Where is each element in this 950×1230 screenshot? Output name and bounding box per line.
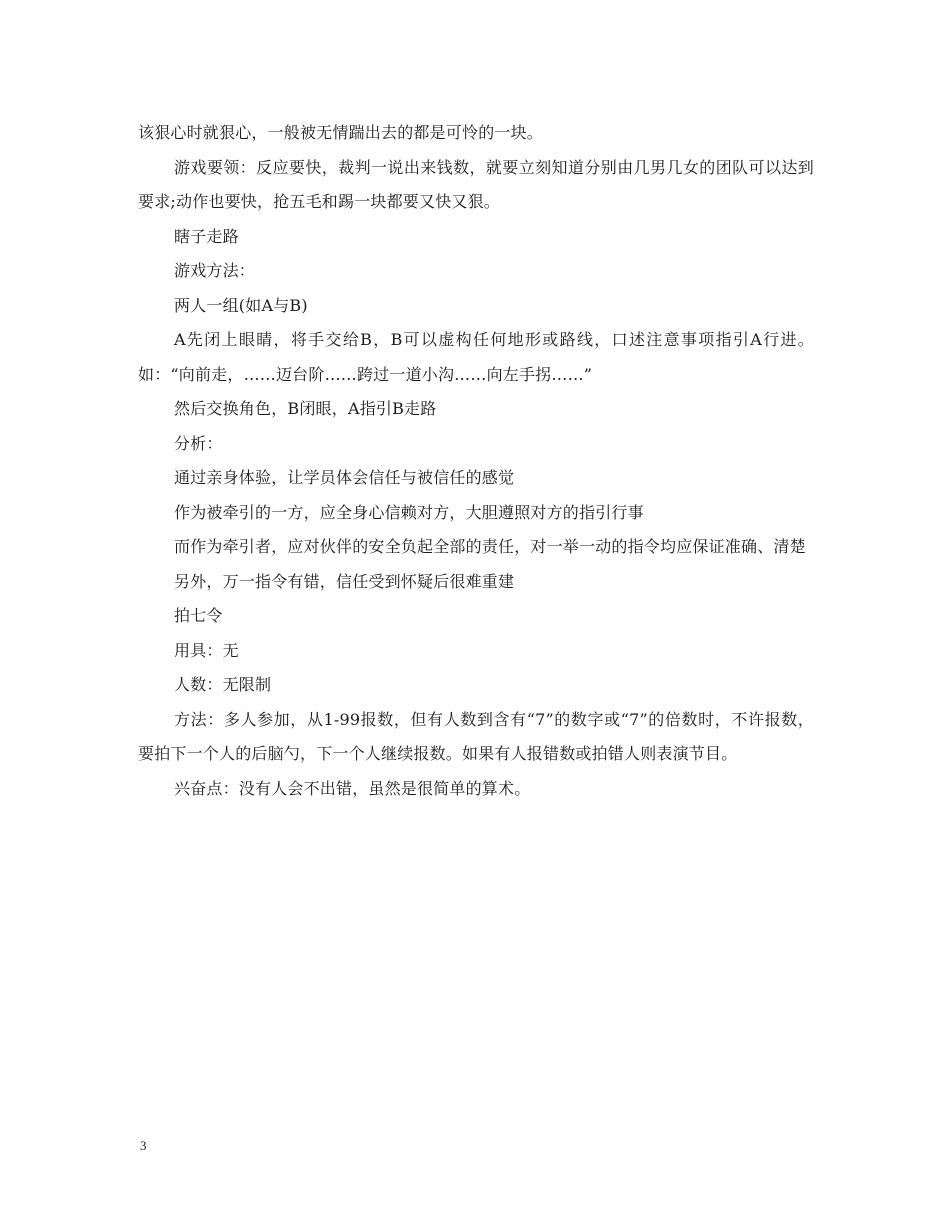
paragraph: 用具：无: [174, 640, 239, 660]
paragraph: 两人一组(如A与B): [174, 295, 308, 315]
paragraph: 另外，万一指令有错，信任受到怀疑后很难重建: [174, 571, 515, 591]
paragraph: 通过亲身体验，让学员体会信任与被信任的感觉: [174, 468, 515, 487]
paragraph: 而作为牵引者，应对伙伴的安全负起全部的责任，对一举一动的指令均应保证准确、清楚: [174, 537, 806, 556]
section-heading: 拍七令: [174, 606, 223, 625]
paragraph: 分析：: [174, 433, 223, 453]
page-number: 3: [140, 1138, 147, 1153]
paragraph: 人数：无限制: [174, 675, 272, 694]
section-heading: 瞎子走路: [174, 226, 239, 246]
paragraph: A先闭上眼睛，将手交给B，B可以虚构任何地形或路线，口述注意事项指引A行进。如：“向前走，……迈台阶……跨过一道小沟……向左手拐……”: [138, 330, 814, 384]
paragraph: 兴奋点：没有人会不出错，虽然是很简单的算术。: [174, 778, 531, 798]
paragraph: 然后交换角色，B闭眼，A指引B走路: [174, 399, 437, 418]
paragraph: 方法：多人参加，从1-99报数，但有人数到含有“7”的数字或“7”的倍数时，不许报数，要拍下一个人的后脑勺，下一个人继续报数。如果有人报错数或拍错人则表演节目。: [138, 709, 814, 763]
paragraph: 游戏方法：: [174, 261, 256, 280]
paragraph: 作为被牵引的一方，应全身心信赖对方，大胆遵照对方的指引行事: [174, 502, 644, 522]
paragraph: 该狠心时就狠心，一般被无情踹出去的都是可怜的一块。: [138, 123, 544, 142]
document-body: [138, 116, 814, 806]
paragraph: 游戏要领：反应要快，裁判一说出来钱数，就要立刻知道分别由几男几女的团队可以达到要求;动作也要快，抢五毛和踢一块都要又快又狠。: [138, 157, 814, 211]
